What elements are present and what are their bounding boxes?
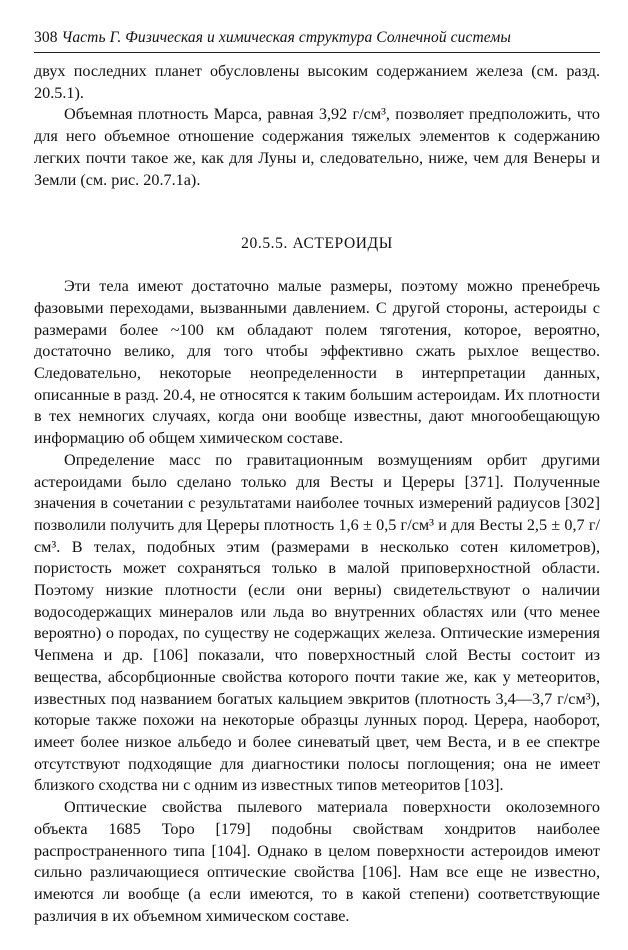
running-title: Часть Г. Физическая и химическая структура Солнечной системы — [61, 29, 511, 46]
paragraph-optical-properties: Оптические свойства пылевого материала поверхности околоземного объекта 1685 Торо [179] подобны свойствам хондритов наиболее распространенного типа [104]. Однако в целом поверхности астероидов имеют сильно различающиеся оптические свойства [106]. Нам все еще не известно, имеются ли вообще (а если имеются, то в какой степени) соответствующие различия в их объемном химическом составе. — [34, 798, 600, 925]
paragraph-continuation: двух последних планет обусловлены высоким содержанием железа (см. разд. 20.5.1). — [34, 62, 600, 102]
paragraph-mars-density: Объемная плотность Марса, равная 3,92 г/см³, позволяет предположить, что для него объемное отношение содержания тяжелых элементов к содержанию легких почти такое же, как для Луны и, следовательно, ниже, чем для Венеры и Земли (см. рис. 20.7.1а). — [34, 105, 600, 189]
paragraph-mass-determination: Определение масс по гравитационным возмущениям орбит другими астероидами было сделано только для Весты и Цереры [371]. Полученные значения в сочетании с результатами наиболее точных измерений радиусов [302] позволили получить для Цереры плотность 1,6 ± 0,5 г/см³ и для Весты 2,5 ± 0,7 г/см³. В телах, подобных этим (размерами в несколько сотен километров), пористость может сохраняться только в малой приповерхностной области. Поэтому низкие плотности (если они верны) свидетельствуют о наличии водосодержащих минералов или льда во внутренних областях или (что менее вероятно) о породах, по существу не содержащих железа. Оптические измерения Чепмена и др. [106] показали, что поверхностный слой Весты состоит из вещества, абсорбционные свойства которого почти такие же, как у метеоритов, известных под названием богатых кальцием эвкритов (плотность 3,4—3,7 г/см³), которые также похожи на некоторые образцы лунных пород. Церера, наоборот, имеет более низкое альбедо и более синеватый цвет, чем Веста, и в ее спектре отсутствуют подходящие для диагностики полосы поглощения; она не имеет близкого сходства ни с одним из известных типов метеоритов [103]. — [34, 450, 600, 795]
page-number: 308 — [34, 29, 58, 46]
paragraph-asteroid-size: Эти тела имеют достаточно малые размеры, поэтому можно пренебречь фазовыми переходами, вызванными давлением. С другой стороны, астероиды с размерами более ~100 км обладают полем тяготения, которое, вероятно, достаточно велико, для того чтобы эффективно сжать рыхлое вещество. Следовательно, некоторые неопределенности в интерпретации данных, описанные в разд. 20.4, не относятся к таким большим астероидам. Их плотности в тех немногих случаях, когда они вообще известны, дают многообещающую информацию об общем химическом составе. — [34, 277, 600, 448]
header-rule — [34, 52, 600, 53]
section-heading: 20.5.5. АСТЕРОИДЫ — [241, 235, 393, 253]
running-header — [34, 28, 600, 48]
body-text — [34, 61, 600, 927]
